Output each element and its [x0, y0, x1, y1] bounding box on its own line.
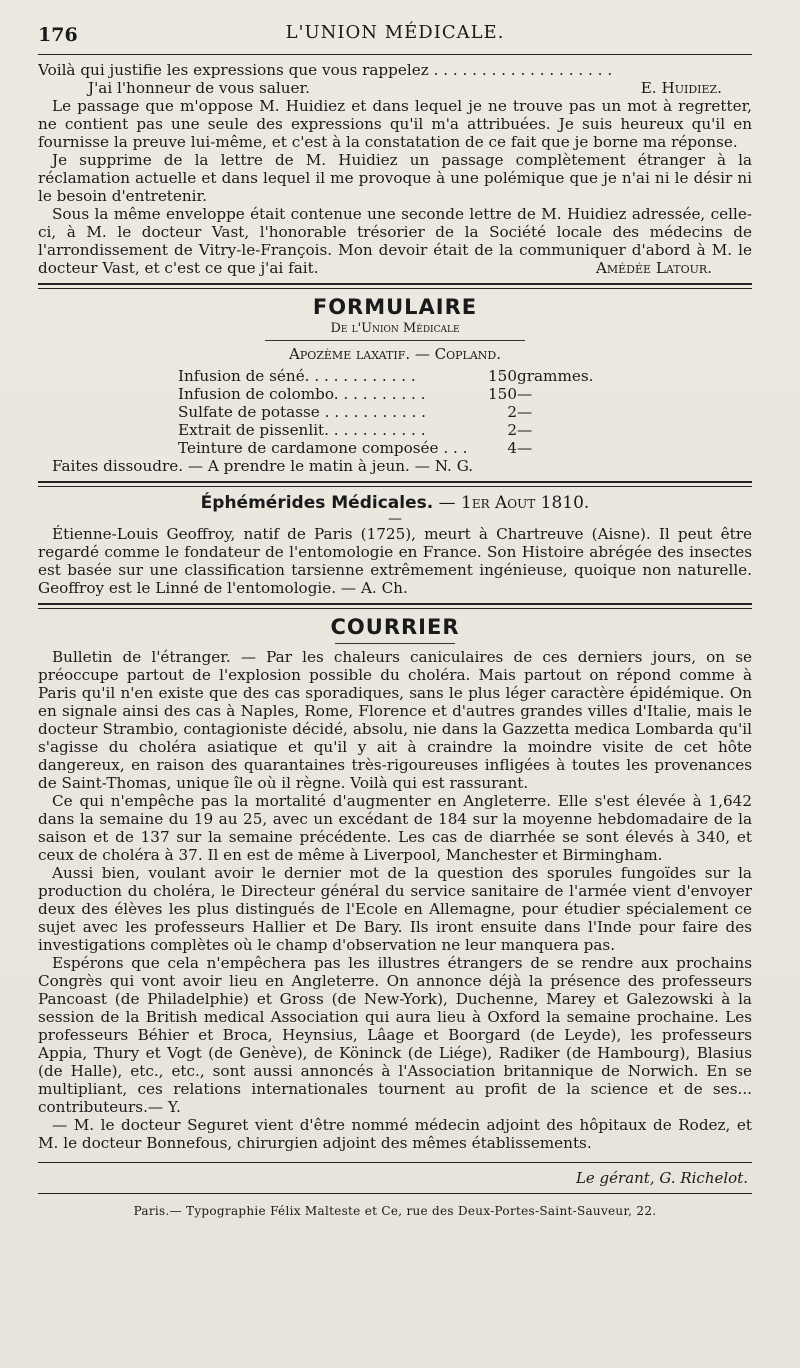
formulaire-section [38, 295, 752, 475]
recipe-row [178, 421, 637, 439]
ephemerides-text: Étienne-Louis Geoffroy, natif de Paris (1725), meurt à Chartreuve (Aisne). Il peut être regardé comme le fondateur de l'entomologie en France. Son Histoire abrégée des insectes est basée sur une classification tarsienne extrêmement ingénieuse, quoique non naturelle. Geoffroy est le Linné de l'entomologie. — A. Ch. [38, 525, 752, 597]
ephemerides-title: Éphémérides Médicales. [200, 493, 434, 513]
letter-paragraph-2: Je supprime de la lettre de M. Huidiez un passage complètement étranger à la réclamation actuelle et dans lequel il me provoque à une polémique que je n'ai ni le désir ni le besoin d'entretenir. [38, 151, 752, 205]
salutation: J'ai l'honneur de vous saluer. [88, 79, 310, 97]
ingredient-unit: — [517, 421, 533, 439]
recipe-title: Apozème laxatif. — Copland. [289, 345, 501, 363]
ephemerides-section [38, 493, 752, 597]
letter-opening-line: Voilà qui justifie les expressions que vous rappelez . . . . . . . . . . . . . . . . . . . [38, 61, 613, 79]
ephemerides-heading [38, 493, 752, 513]
ingredient-qty: 2 [507, 421, 517, 439]
ingredient-name: Infusion de colombo. . . . . . . . . . [178, 385, 426, 403]
letter-section [38, 61, 752, 277]
courrier-section [38, 615, 752, 1152]
courrier-paragraph-1: Bulletin de l'étranger. — Par les chaleurs caniculaires de ces derniers jours, on se préoccupe partout de l'explosion possible du choléra. Mais partout on répond comme à Paris qu'il n'en existe que des cas sporadiques, sans le plus léger caractère épidémique. On en signale ainsi des cas à Naples, Rome, Florence et d'autres grandes villes d'Italie, mais le docteur Strambio, contagioniste décidé, absolu, nie dans la Gazzetta medica Lombarda qu'il s'agisse du choléra asiatique et qu'il y ait à craindre la moindre visite de cet hôte dangereux, en raison des quarantaines très-rigoureuses infligées à toutes les provenances de Saint-Thomas, unique île où il règne. Voilà qui est rassurant. [38, 648, 752, 792]
letter-paragraph-3: Sous la même enveloppe était contenue une seconde lettre de M. Huidiez adressée, celle-ci, à M. le docteur Vast, l'honorable trésorier de la Société locale des médecins de l'arrondissement de Vitry-le-François. Mon devoir était de la communiquer d'abord à M. le docteur Vast, et c'est ce que j'ai fait. [38, 205, 752, 277]
recipe-row [178, 403, 637, 421]
formulaire-subtitle: De l'Union Médicale [330, 321, 460, 336]
courrier-paragraph-5: — M. le docteur Seguret vient d'être nommé médecin adjoint des hôpitaux de Rodez, et M. le docteur Bonnefous, chirurgien adjoint des mêmes établissements. [38, 1116, 752, 1152]
section-divider-1 [38, 283, 752, 289]
ingredient-name: Infusion de séné. . . . . . . . . . . . [178, 367, 416, 385]
formulaire-rule [265, 340, 525, 341]
ingredient-unit: — [517, 403, 533, 421]
courrier-title: COURRIER [330, 615, 460, 639]
recipe-instructions: Faites dissoudre. — A prendre le matin à jeun. — N. G. [52, 457, 474, 475]
ephemerides-date: — 1er Aout 1810. [438, 493, 590, 513]
signature-huidiez: E. Huidiez. [640, 79, 722, 97]
ingredient-qty: 2 [507, 403, 517, 421]
recipe-table [178, 367, 637, 457]
ingredient-qty: 150 [488, 385, 517, 403]
signature-latour: Amédée Latour. [595, 259, 712, 277]
courrier-paragraph-2: Ce qui n'empêche pas la mortalité d'augmenter en Angleterre. Elle s'est élevée à 1,642 dans la semaine du 19 au 25, avec un excédant de 184 sur la moyenne hebdomadaire de la saison et de 137 sur la semaine précédente. Les cas de diarrhée se sont élevés à 340, et ceux de choléra à 37. Il en est de même à Liverpool, Manchester et Birmingham. [38, 792, 752, 864]
section-divider-3 [38, 603, 752, 609]
courrier-paragraph-4: Espérons que cela n'empêchera pas les illustres étrangers de se rendre aux prochains Congrès qui vont avoir lieu en Angleterre. On annonce déjà la présence des professeurs Pancoast (de Philadelphie) et Gross (de New-York), Duchenne, Marey et Galezowski à la session de la British medical Association qui aura lieu à Oxford la semaine prochaine. Les professeurs Béhier et Broca, Heynsius, Lâage et Boorgard (de Leyde), les professeurs Appia, Thury et Vogt (de Genève), de Köninck (de Liége), Radiker (de Hambourg), Blasius (de Halle), etc., etc., sont aussi annoncés à l'Association britannique de Norwich. En se multipliant, ces relations internationales tournent au profit de la science et de ses... contributeurs.— Y. [38, 954, 752, 1116]
courrier-rule [335, 643, 455, 644]
ingredient-qty: 150 [488, 367, 517, 385]
page-header [38, 18, 752, 48]
ingredient-unit: — [517, 385, 533, 403]
section-divider-2 [38, 481, 752, 487]
ephemerides-dash: — [388, 511, 402, 527]
ingredient-unit: grammes. [517, 367, 594, 385]
footer-rule-2 [38, 1193, 752, 1194]
courrier-paragraph-3: Aussi bien, voulant avoir le dernier mot de la question des sporules fungoïdes sur la production du choléra, le Directeur général du service sanitaire de l'armée vient d'envoyer deux des élèves les plus distingués de l'Ecole en Allemagne, pour étudier spécialement ce sujet avec les professeurs Hallier et De Bary. Ils iront ensuite dans l'Inde pour faire des investigations complètes où le champ d'observation ne leur manquera pas. [38, 864, 752, 954]
recipe-row [178, 385, 637, 403]
ingredient-qty: 4 [507, 439, 517, 457]
ingredient-name: Sulfate de potasse . . . . . . . . . . . [178, 403, 426, 421]
ingredient-name: Extrait de pissenlit. . . . . . . . . . . [178, 421, 426, 439]
journal-title: L'UNION MÉDICALE. [285, 22, 505, 43]
manager-signature: Le gérant, G. Richelot. [575, 1169, 748, 1187]
salutation-line [38, 79, 752, 97]
ingredient-unit: — [517, 439, 533, 457]
letter-paragraph-1: Le passage que m'oppose M. Huidiez et dans lequel je ne trouve pas un mot à regretter, ne contient pas une seule des expressions qu'il m'a attribuées. Je suis heureux qu'il en fournisse la preuve lui-même, et c'est à la constatation de ce fait que je borne ma réponse. [38, 97, 752, 151]
recipe-row [178, 439, 637, 457]
footer-rule [38, 1162, 752, 1163]
header-rule [38, 54, 752, 55]
ingredient-name: Teinture de cardamone composée . . . [178, 439, 468, 457]
printer-imprint: Paris.— Typographie Félix Malteste et Ce, rue des Deux-Portes-Saint-Sauveur, 22. [133, 1204, 657, 1218]
page-number: 176 [38, 24, 78, 46]
formulaire-title: FORMULAIRE [312, 295, 478, 319]
recipe-row [178, 367, 637, 385]
